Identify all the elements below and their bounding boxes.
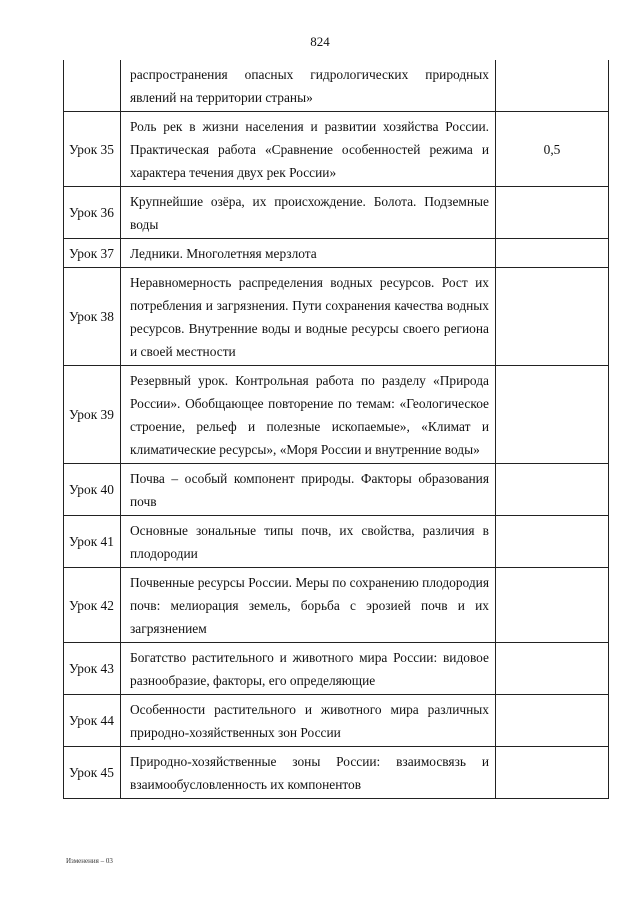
- topic-cell: Резервный урок. Контрольная работа по разделу «Природа России». Обобщающее повторение по темам: «Геологическое строение, рельеф и полезные ископаемые», «Климат и климатические ресурсы», «Моря России и внутренние воды»: [121, 366, 496, 464]
- lesson-cell: Урок 38: [64, 268, 121, 366]
- table-row: [64, 366, 609, 464]
- table-row: [64, 695, 609, 747]
- lesson-cell: Урок 44: [64, 695, 121, 747]
- page-number: 824: [310, 34, 330, 49]
- hours-cell: [496, 60, 609, 112]
- table-row: [64, 239, 609, 268]
- hours-cell: [496, 747, 609, 799]
- hours-cell: 0,5: [496, 112, 609, 187]
- topic-cell: распространения опасных гидрологических природных явлений на территории страны»: [121, 60, 496, 112]
- topic-cell: Природно-хозяйственные зоны России: взаимосвязь и взаимообусловленность их компонентов: [121, 747, 496, 799]
- hours-cell: [496, 239, 609, 268]
- table-row: [64, 60, 609, 112]
- table-row: [64, 568, 609, 643]
- lesson-cell: Урок 35: [64, 112, 121, 187]
- lesson-cell: Урок 40: [64, 464, 121, 516]
- table-row: [64, 643, 609, 695]
- topic-cell: Особенности растительного и животного мира различных природно-хозяйственных зон России: [121, 695, 496, 747]
- topic-cell: Роль рек в жизни населения и развитии хозяйства России. Практическая работа «Сравнение особенностей режима и характера течения двух рек России»: [121, 112, 496, 187]
- table-row: [64, 516, 609, 568]
- table-row: [64, 187, 609, 239]
- table-row: [64, 464, 609, 516]
- topic-cell: Почвенные ресурсы России. Меры по сохранению плодородия почв: мелиорация земель, борьба с эрозией почв и их загрязнением: [121, 568, 496, 643]
- footer-revision-note: Изменения – 03: [66, 857, 113, 865]
- topic-cell: Почва – особый компонент природы. Факторы образования почв: [121, 464, 496, 516]
- topic-cell: Крупнейшие озёра, их происхождение. Болота. Подземные воды: [121, 187, 496, 239]
- table-row: [64, 747, 609, 799]
- topic-cell: Неравномерность распределения водных ресурсов. Рост их потребления и загрязнения. Пути сохранения качества водных ресурсов. Внутренние воды и водные ресурсы своего региона и своей местности: [121, 268, 496, 366]
- hours-cell: [496, 464, 609, 516]
- lesson-cell: Урок 41: [64, 516, 121, 568]
- lesson-cell: Урок 42: [64, 568, 121, 643]
- lesson-cell: Урок 37: [64, 239, 121, 268]
- hours-cell: [496, 695, 609, 747]
- hours-cell: [496, 516, 609, 568]
- lesson-cell: Урок 43: [64, 643, 121, 695]
- lesson-cell: Урок 45: [64, 747, 121, 799]
- topic-cell: Основные зональные типы почв, их свойства, различия в плодородии: [121, 516, 496, 568]
- table-row: [64, 268, 609, 366]
- hours-cell: [496, 187, 609, 239]
- table-row: [64, 112, 609, 187]
- lesson-table: [63, 60, 609, 799]
- topic-cell: Богатство растительного и животного мира России: видовое разнообразие, факторы, его определяющие: [121, 643, 496, 695]
- lesson-cell: Урок 39: [64, 366, 121, 464]
- hours-cell: [496, 268, 609, 366]
- topic-cell: Ледники. Многолетняя мерзлота: [121, 239, 496, 268]
- lesson-cell: [64, 60, 121, 112]
- lesson-cell: Урок 36: [64, 187, 121, 239]
- hours-cell: [496, 568, 609, 643]
- hours-cell: [496, 643, 609, 695]
- hours-cell: [496, 366, 609, 464]
